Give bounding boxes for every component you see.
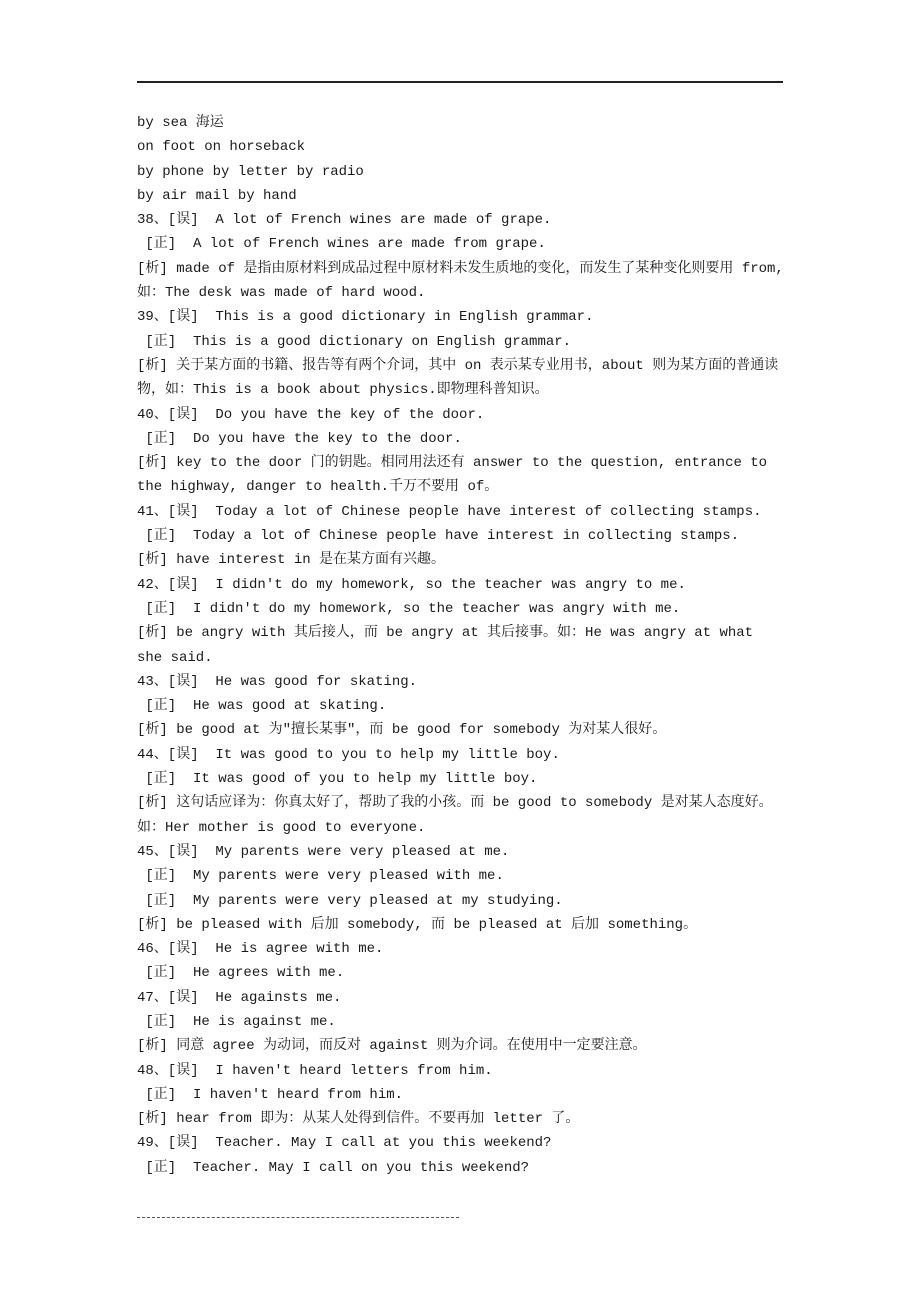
analysis-note: [析] have interest in 是在某方面有兴趣。 <box>137 552 446 569</box>
wrong-sentence: 48、[误] I haven't heard letters from him. <box>137 1062 493 1079</box>
correct-sentence: [正] I didn't do my homework, so the teacher was angry with me. <box>137 600 681 617</box>
analysis-note: [析] be pleased with 后加 somebody, 而 be pleased at 后加 something。 <box>137 916 698 933</box>
wrong-sentence: 43、[误] He was good for skating. <box>137 673 418 690</box>
intro-line: by air mail by hand <box>137 187 297 204</box>
analysis-note: [析] 这句话应译为：你真太好了，帮助了我的小孩。而 be good to somebody 是对某人态度好。如：Her mother is good to everyone. <box>137 795 773 836</box>
intro-line: by phone by letter by radio <box>137 163 364 180</box>
correct-sentence: [正] Today a lot of Chinese people have interest in collecting stamps. <box>137 528 740 545</box>
analysis-note: [析] be good at 为"擅长某事"，而 be good for somebody 为对某人很好。 <box>137 722 667 739</box>
correct-sentence: [正] I haven't heard from him. <box>137 1086 404 1103</box>
wrong-sentence: 38、[误] A lot of French wines are made of grape. <box>137 212 552 229</box>
wrong-sentence: 46、[误] He is agree with me. <box>137 941 384 958</box>
wrong-sentence: 39、[误] This is a good dictionary in English grammar. <box>137 309 594 326</box>
wrong-sentence: 45、[误] My parents were very pleased at me. <box>137 843 510 860</box>
analysis-note: [析] be angry with 其后接人，而 be angry at 其后接事。如：He was angry at what she said. <box>137 625 754 666</box>
correct-sentence: [正] Teacher. May I call on you this weekend? <box>137 1159 530 1176</box>
wrong-sentence: 41、[误] Today a lot of Chinese people have interest of collecting stamps. <box>137 503 762 520</box>
analysis-note: [析] made of 是指由原材料到成品过程中原材料未发生质地的变化，而发生了某种变化则要用 from,如：The desk was made of hard wood. <box>137 260 784 302</box>
footer-rule <box>137 1217 459 1218</box>
wrong-sentence: 49、[误] Teacher. May I call at you this weekend? <box>137 1135 552 1152</box>
wrong-sentence: 44、[误] It was good to you to help my little boy. <box>137 746 560 763</box>
correct-sentence: [正] He is against me. <box>137 1013 336 1030</box>
header-rule <box>137 81 783 83</box>
correct-sentence: [正] Do you have the key to the door. <box>137 430 462 447</box>
correct-sentence: [正] He was good at skating. <box>137 698 387 715</box>
analysis-note: [析] 关于某方面的书籍、报告等有两个介词，其中 on 表示某专业用书，about 则为某方面的普通读物，如：This is a book about physics.即物理科普知识。 <box>137 357 779 399</box>
wrong-sentence: 42、[误] I didn't do my homework, so the teacher was angry to me. <box>137 576 686 593</box>
intro-line: by sea 海运 <box>137 115 224 131</box>
intro-line: on foot on horseback <box>137 139 306 156</box>
correct-sentence: [正] My parents were very pleased at my studying. <box>137 892 563 909</box>
analysis-note: [析] hear from 即为：从某人处得到信件。不要再加 letter 了。 <box>137 1111 580 1128</box>
wrong-sentence: 47、[误] He againsts me. <box>137 989 342 1006</box>
correct-sentence: [正] This is a good dictionary on English grammar. <box>137 333 572 350</box>
correct-sentence: [正] He agrees with me. <box>137 965 345 982</box>
analysis-note: [析] 同意 agree 为动词，而反对 against 则为介词。在使用中一定要注意。 <box>137 1038 647 1055</box>
correct-sentence: [正] A lot of French wines are made from grape. <box>137 236 546 253</box>
wrong-sentence: 40、[误] Do you have the key of the door. <box>137 406 485 423</box>
correct-sentence: [正] My parents were very pleased with me. <box>137 868 504 885</box>
document-body <box>137 111 785 1180</box>
correct-sentence: [正] It was good of you to help my little boy. <box>137 771 538 788</box>
analysis-note: [析] key to the door 门的钥匙。相同用法还有 answer to the question, entrance to the highway, danger to health.千万不要用 of。 <box>137 455 768 496</box>
